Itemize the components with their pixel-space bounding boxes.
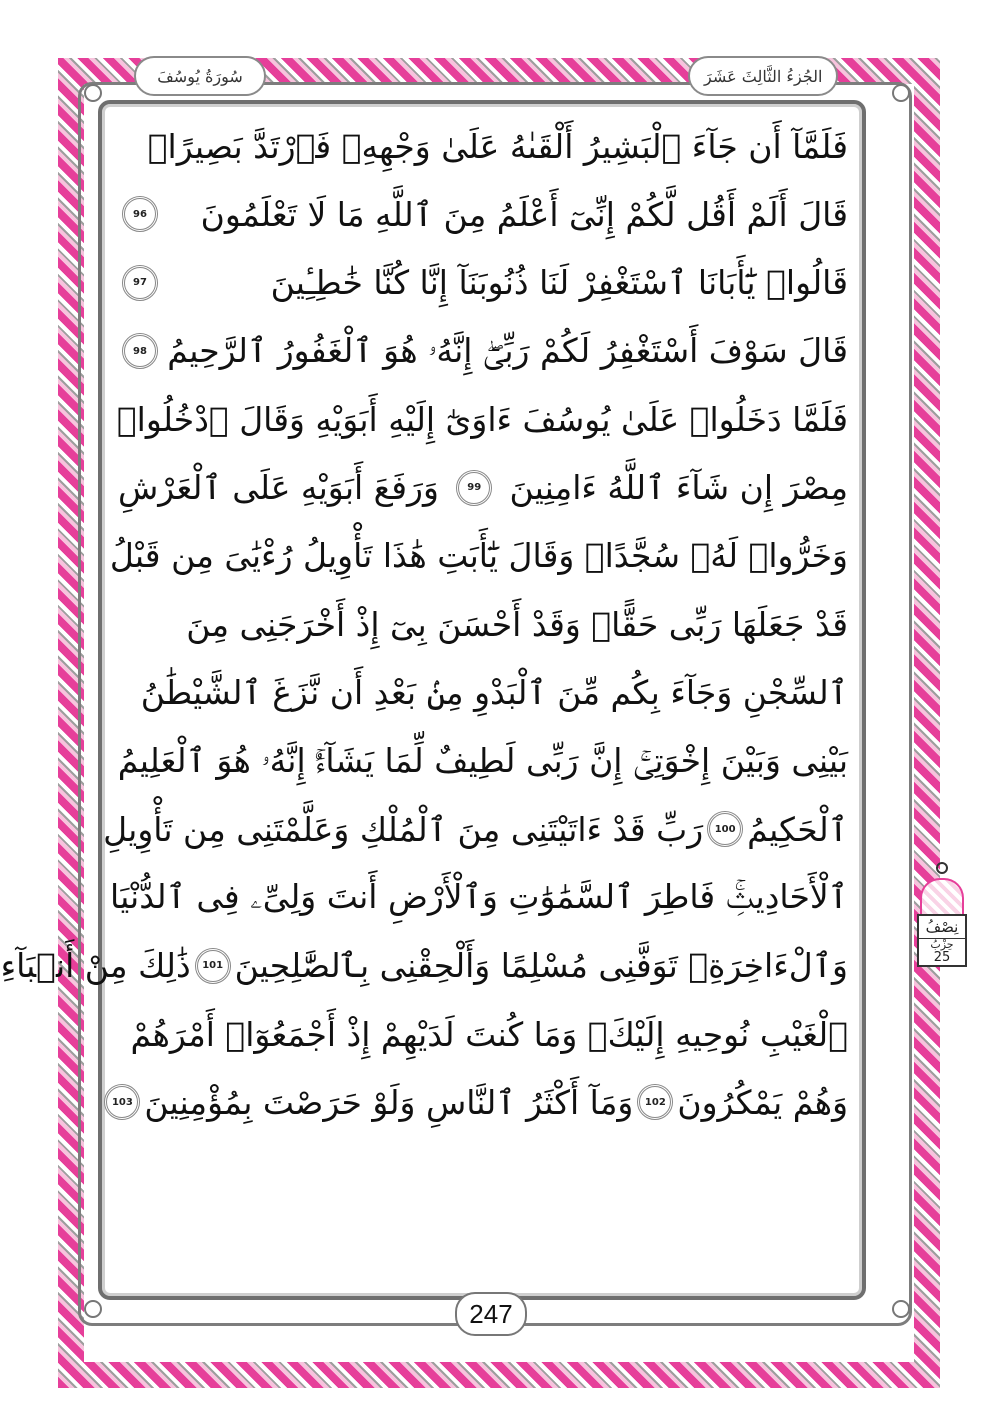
corner-ornament-icon: [84, 84, 102, 102]
verse-text: قَالُوا۟ يَٰٓأَبَانَا ٱسْتَغْفِرْ لَنَا ذُنُوبَنَآ إِنَّا كُنَّا خَٰطِـِٔينَ: [270, 263, 848, 303]
verse-text: وَمَآ أَكْثَرُ ٱلنَّاسِ وَلَوْ حَرَصْتَ بِمُؤْمِنِينَ: [144, 1082, 634, 1122]
verse-text: فَلَمَّا دَخَلُوا۟ عَلَىٰ يُوسُفَ ءَاوَىٰٓ إِلَيْهِ أَبَوَيْهِ وَقَالَ ٱدْخُلُوا۟: [116, 399, 848, 439]
verse-line: [103, 795, 848, 863]
corner-ornament-icon: [892, 1300, 910, 1318]
marker-title: نِصْفُ: [919, 916, 965, 939]
ayah-number-icon: 102: [637, 1084, 673, 1120]
marker-number: 25: [933, 950, 951, 965]
verse-text: قَدْ جَعَلَهَا رَبِّى حَقًّاۖ وَقَدْ أَحْسَنَ بِىٓ إِذْ أَخْرَجَنِى مِنَ: [186, 604, 848, 644]
verse-text: ٱلْغَيْبِ نُوحِيهِ إِلَيْكَۖ وَمَا كُنتَ لَدَيْهِمْ إِذْ أَجْمَعُوٓا۟ أَمْرَهُمْ: [130, 1014, 848, 1054]
marker-sub: حِزْبُ: [930, 938, 954, 951]
verse-text: وَرَفَعَ أَبَوَيْهِ عَلَى ٱلْعَرْشِ: [118, 468, 439, 508]
marker-dot-icon: [936, 862, 948, 874]
verse-text: ٱلسِّجْنِ وَجَآءَ بِكُم مِّنَ ٱلْبَدْوِ مِنۢ بَعْدِ أَن نَّزَغَ ٱلشَّيْطَٰنُ: [140, 673, 848, 713]
ayah-number-icon: 96: [122, 196, 158, 232]
verse-line: [118, 453, 848, 521]
verse-text: بَيْنِى وَبَيْنَ إِخْوَتِىٓۚ إِنَّ رَبِّى لَطِيفٌ لِّمَا يَشَآءُۚ إِنَّهُۥ هُوَ ٱلْعَلِيمُ: [117, 740, 848, 780]
verse-text: ٱلْحَكِيمُ: [747, 809, 848, 849]
verse-line: [118, 112, 848, 180]
verse-line: [118, 727, 848, 795]
ayah-number-icon: 100: [707, 811, 743, 847]
verse-line: [118, 658, 848, 726]
verse-line: [0, 932, 848, 1000]
ayah-number-icon: 101: [195, 948, 231, 984]
ayah-number-icon: 103: [104, 1084, 140, 1120]
verse-text: قَالَ أَلَمْ أَقُل لَّكُمْ إِنِّىٓ أَعْلَمُ مِنَ ٱللَّهِ مَا لَا تَعْلَمُونَ: [200, 194, 848, 234]
verse-text: وَٱلْءَاخِرَةِۖ تَوَفَّنِى مُسْلِمًا وَأَلْحِقْنِى بِٱلصَّٰلِحِينَ: [234, 946, 848, 986]
verse-line: [118, 317, 848, 385]
verse-line: [118, 249, 848, 317]
verse-line: [109, 522, 848, 590]
surah-label: سُورَةُ يُوسُفَ: [134, 56, 266, 96]
verse-line: [110, 863, 848, 931]
verse-text: ٱلْأَحَادِيثِۚ فَاطِرَ ٱلسَّمَٰوَٰتِ وَٱلْأَرْضِ أَنتَ وَلِىِّۦ فِى ٱلدُّنْيَا: [110, 877, 848, 917]
verse-text: رَبِّ قَدْ ءَاتَيْتَنِى مِنَ ٱلْمُلْكِ وَعَلَّمْتَنِى مِن تَأْوِيلِ: [103, 809, 704, 849]
verse-text-block: [0, 112, 848, 1136]
juz-label: الجُزءُ الثَّالِثَ عَشَرَ: [688, 56, 838, 96]
corner-ornament-icon: [84, 1300, 102, 1318]
verse-text: وَخَرُّوا۟ لَهُۥ سُجَّدًاۖ وَقَالَ يَٰٓأَبَتِ هَٰذَا تَأْوِيلُ رُءْيَٰىَ مِن قَبْلُ: [109, 536, 848, 576]
verse-line: [111, 1068, 848, 1136]
corner-ornament-icon: [892, 84, 910, 102]
verse-text: فَلَمَّآ أَن جَآءَ ٱلْبَشِيرُ أَلْقَىٰهُ عَلَىٰ وَجْهِهِۦ فَٱرْتَدَّ بَصِيرًاۖ: [147, 126, 848, 166]
ayah-number-icon: 97: [122, 265, 158, 301]
hizb-marker: [914, 862, 970, 967]
verse-line: [118, 180, 848, 248]
ayah-number-icon: 99: [456, 470, 492, 506]
verse-line: [118, 385, 848, 453]
marker-box: [917, 914, 967, 967]
verse-text: قَالَ سَوْفَ أَسْتَغْفِرُ لَكُمْ رَبِّىٓۖ إِنَّهُۥ هُوَ ٱلْغَفُورُ ٱلرَّحِيمُ: [167, 331, 848, 371]
verse-text: وَهُمْ يَمْكُرُونَ: [677, 1082, 848, 1122]
verse-text: ذَٰلِكَ مِنْ أَنۢبَآءِ: [0, 946, 191, 986]
verse-line: [118, 590, 848, 658]
ayah-number-icon: 98: [122, 333, 158, 369]
verse-line: [118, 1000, 848, 1068]
verse-text: مِصْرَ إِن شَآءَ ٱللَّهُ ءَامِنِينَ: [509, 468, 848, 508]
marker-arch-icon: [920, 878, 964, 914]
page-number: 247: [455, 1292, 527, 1336]
